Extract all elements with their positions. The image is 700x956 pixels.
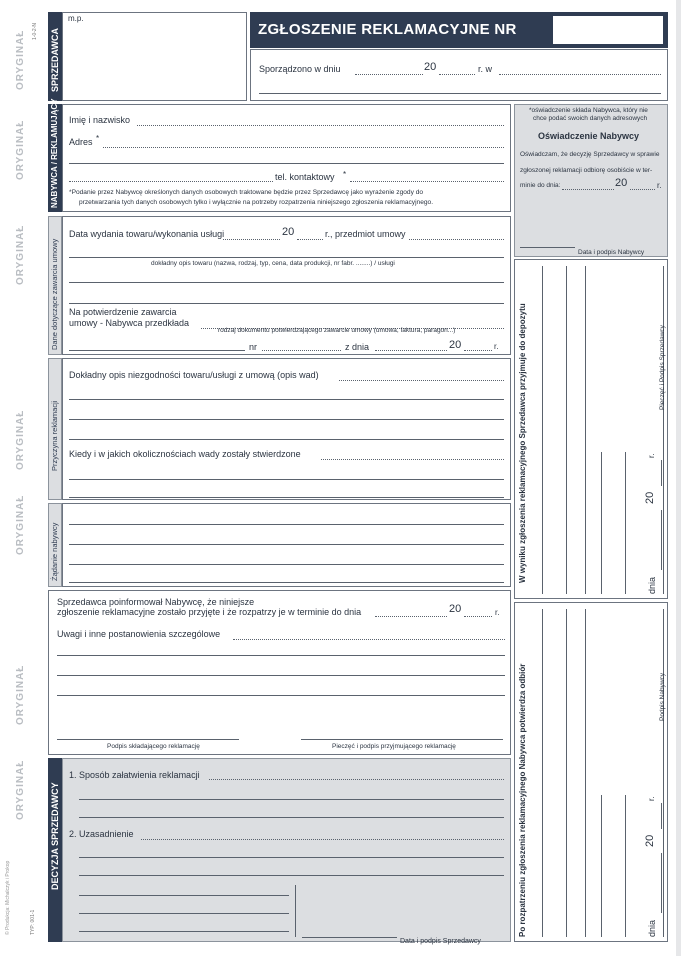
confirm-label-2: umowy - Nabywca przedkłada	[69, 318, 190, 328]
phone-label: tel. kontaktowy	[275, 172, 335, 182]
form-title: ZGŁOSZENIE REKLAMACYJNE NR	[258, 21, 517, 38]
document-date-field[interactable]	[375, 350, 447, 351]
defect-line-2[interactable]	[69, 399, 504, 400]
deposit-side-label: W wyniku zgłoszenia reklamacyjnego Sprzedawca przyjmuje do depozytu	[518, 303, 527, 583]
document-type-hint: rodzaj dokumentu potwierdzającego zawarcie umowy (umowa, faktura, paragon...)	[218, 327, 456, 334]
watermark-text: ORYGINAŁ	[15, 494, 26, 555]
defect-field[interactable]	[339, 380, 504, 381]
year-field[interactable]	[439, 74, 475, 75]
declaration-note1: *oświadczenie składa Nabywca, który nie	[529, 107, 648, 114]
decision-side-label: DECYZJA SPRZEDAWCY	[50, 782, 60, 890]
place-line[interactable]	[259, 93, 661, 94]
justification-line-5[interactable]	[79, 913, 289, 914]
phone-field[interactable]	[350, 181, 504, 182]
decision-item1: 1. Sposób załatwienia reklamacji	[69, 770, 200, 780]
watermark-text: ORYGINAŁ	[15, 224, 26, 285]
info-line2: zgłoszenie reklamacyjne zostało przyjęte i że rozpatrzy je w terminie do dnia	[57, 607, 362, 617]
signature-line-left[interactable]	[57, 739, 239, 740]
data-note-line2: przetwarzania tych danych osobowych tylko i wyłącznie na potrzeby rozpatrzenia niniejszego zgłoszenia reklamacyjnego.	[79, 199, 434, 206]
document-year-field[interactable]	[464, 350, 492, 351]
deposit-r: r.	[647, 453, 656, 458]
declaration-sign-line[interactable]	[520, 247, 575, 248]
place-label: r. w	[478, 64, 493, 74]
receipt-date-label: dnia	[647, 919, 657, 937]
form-type-code: TYP: 001-1	[30, 909, 36, 935]
deposit-column-1[interactable]	[542, 266, 543, 594]
receipt-sign-label: Podpis Nabywcy	[659, 672, 666, 721]
goods-desc-hint: dokładny opis towaru (nazwa, rodzaj, typ, cena, data produkcji, nr fabr. ........) / usługi	[151, 260, 395, 267]
seller-side-label: SPRZEDAWCA	[50, 27, 60, 92]
justification-line-6[interactable]	[79, 931, 289, 932]
buyer-box	[62, 104, 511, 212]
issue-year: 20	[282, 226, 295, 238]
asterisk-mark: *	[96, 134, 100, 143]
deposit-box	[514, 259, 668, 599]
subject-field[interactable]	[409, 239, 504, 240]
stamp-label: m.p.	[68, 14, 84, 23]
data-note-line1: *Podanie przez Nabywcę określonych danych osobowych traktowane będzie przez Sprzedawcę jako wyrażenie zgody do	[69, 189, 424, 196]
demand-side-label: Żądanie nabywcy	[50, 522, 59, 581]
receipt-box	[514, 602, 668, 942]
form-code: 1-0-2-N	[32, 23, 38, 40]
address-field-3[interactable]	[69, 181, 273, 182]
info-box	[48, 590, 511, 755]
document-line[interactable]	[69, 350, 245, 351]
goods-desc-line[interactable]	[69, 257, 504, 258]
when-line-2[interactable]	[69, 479, 504, 480]
when-field[interactable]	[321, 459, 504, 460]
receipt-date-field[interactable]	[661, 853, 662, 913]
receipt-column-5[interactable]	[625, 795, 626, 937]
document-year: 20	[449, 339, 462, 351]
signature-label-left: Podpis składającego reklamację	[107, 743, 200, 750]
justification-line-3[interactable]	[79, 875, 504, 876]
asterisk-mark: *	[343, 170, 347, 179]
issue-date-label: Data wydania towaru/wykonania usługi	[69, 229, 225, 239]
declaration-note2: chce podać swoich danych adresowych	[533, 115, 648, 122]
cause-box	[62, 358, 511, 500]
nr-label: nr	[249, 342, 258, 352]
buyer-side-band	[48, 98, 62, 212]
seller-stamp-box[interactable]	[62, 12, 247, 101]
name-label: Imię i nazwisko	[69, 115, 131, 125]
remarks-line-4[interactable]	[57, 695, 505, 696]
place-field[interactable]	[499, 74, 661, 75]
deadline-date-field[interactable]	[375, 616, 447, 617]
contract-box	[62, 216, 511, 355]
watermark-text: ORYGINAŁ	[15, 664, 26, 725]
deposit-column-2[interactable]	[566, 266, 567, 594]
decision-side-band	[48, 758, 62, 942]
subject-label: r., przedmiot umowy	[325, 229, 406, 239]
title-band	[250, 12, 668, 48]
remarks-line-2[interactable]	[57, 655, 505, 656]
demand-side-band	[48, 503, 62, 587]
contract-side-band	[48, 216, 62, 355]
deadline-year: 20	[449, 603, 462, 615]
defect-line-4[interactable]	[69, 439, 504, 440]
date-field[interactable]	[355, 74, 423, 75]
receipt-r: r.	[647, 796, 656, 801]
remarks-line-3[interactable]	[57, 675, 505, 676]
deposit-year: 20	[644, 491, 656, 504]
receipt-year: 20	[644, 834, 656, 847]
deadline-year-field[interactable]	[464, 616, 492, 617]
declaration-sign-label: Data i podpis Nabywcy	[578, 249, 645, 256]
buyer-side-label: NABYWCA / REKLAMUJĄCY	[50, 98, 59, 208]
demand-line-4[interactable]	[69, 582, 504, 583]
address-field[interactable]	[103, 147, 504, 148]
deposit-column-4[interactable]	[601, 452, 602, 594]
publisher-note: © Produkcja: Michalczyk i Prokop	[5, 860, 11, 935]
signature-label-right: Pieczęć i podpis przyjmującego reklamację	[332, 743, 456, 750]
deposit-stamp-label: Pieczęć i Podpis Sprzedawcy	[659, 325, 666, 410]
watermark-text: ORYGINAŁ	[15, 759, 26, 820]
justification-line-2[interactable]	[79, 857, 504, 858]
decision-item2: 2. Uzasadnienie	[69, 829, 134, 839]
watermark-text: ORYGINAŁ	[15, 29, 26, 90]
document-r: r.	[494, 342, 499, 351]
drawn-up-box	[250, 49, 668, 101]
declaration-line3: minie do dnia:	[520, 182, 561, 189]
resolution-line-3[interactable]	[79, 817, 504, 818]
goods-desc-line-2[interactable]	[69, 282, 504, 283]
declaration-year-field[interactable]	[630, 189, 655, 190]
defect-line-3[interactable]	[69, 419, 504, 420]
deposit-column-3[interactable]	[585, 266, 586, 594]
right-edge-strip	[676, 0, 681, 956]
justification-field[interactable]	[141, 839, 504, 840]
seller-sign-line[interactable]	[302, 937, 397, 938]
signature-line-right[interactable]	[301, 739, 503, 740]
when-line-3[interactable]	[69, 497, 504, 498]
declaration-box	[514, 104, 668, 257]
when-label: Kiedy i w jakich okolicznościach wady zostały stwierdzone	[69, 449, 301, 459]
seller-side-band	[48, 12, 62, 101]
receipt-column-2[interactable]	[566, 609, 567, 937]
cause-side-band	[48, 358, 62, 500]
receipt-sign-line[interactable]	[663, 609, 664, 937]
watermark-text: ORYGINAŁ	[15, 409, 26, 470]
date-of-label: z dnia	[345, 342, 370, 352]
deposit-date-field[interactable]	[661, 510, 662, 570]
seller-sign-label: Data i podpis Sprzedawcy	[400, 938, 481, 945]
decision-divider	[295, 885, 296, 937]
demand-line-2[interactable]	[69, 544, 504, 545]
receipt-column-1[interactable]	[542, 609, 543, 937]
deadline-r: r.	[495, 608, 500, 617]
name-field[interactable]	[137, 125, 504, 126]
issue-date-field[interactable]	[223, 239, 280, 240]
receipt-year-field[interactable]	[661, 803, 662, 829]
address-label: Adres	[69, 137, 93, 147]
form-number-field[interactable]	[553, 16, 663, 44]
receipt-column-4[interactable]	[601, 795, 602, 937]
address-field-2[interactable]	[69, 163, 504, 164]
justification-line-4[interactable]	[79, 895, 289, 896]
drawn-up-label: Sporządzono w dniu	[259, 64, 341, 74]
info-line1: Sprzedawca poinformował Nabywcę, że niniejsze	[57, 597, 255, 607]
declaration-year: 20	[615, 177, 628, 189]
demand-line-3[interactable]	[69, 564, 504, 565]
confirm-label-1: Na potwierdzenie zawarcia	[69, 307, 177, 317]
contract-side-label: Dane dotyczące zawarcia umowy	[50, 238, 59, 350]
deposit-stamp-line[interactable]	[663, 266, 664, 594]
defect-label: Dokładny opis niezgodności towaru/usługi z umową (opis wad)	[69, 370, 319, 380]
remarks-field[interactable]	[233, 639, 505, 640]
deposit-date-label: dnia	[647, 576, 657, 594]
declaration-date-field[interactable]	[562, 189, 614, 190]
demand-box	[62, 503, 511, 587]
declaration-r: r.	[657, 181, 662, 190]
deposit-year-field[interactable]	[661, 460, 662, 486]
goods-desc-line-3[interactable]	[69, 303, 504, 304]
document-number-field[interactable]	[262, 350, 341, 351]
year-prefix: 20	[424, 61, 437, 73]
declaration-line1: Oświadczam, że decyzję Sprzedawcy w sprawie	[520, 151, 660, 158]
resolution-field[interactable]	[209, 779, 504, 780]
demand-line-1[interactable]	[69, 524, 504, 525]
remarks-label: Uwagi i inne postanowienia szczególowe	[57, 629, 221, 639]
declaration-title: Oświadczenie Nabywcy	[538, 131, 640, 141]
decision-box	[62, 758, 511, 942]
cause-side-label: Przyczyna reklamacji	[50, 400, 59, 471]
issue-year-field[interactable]	[297, 239, 323, 240]
resolution-line-2[interactable]	[79, 799, 504, 800]
watermark-text: ORYGINAŁ	[15, 119, 26, 180]
receipt-side-label: Po rozpatrzeniu zgłoszenia reklamacyjnego Nabywca potwierdza odbiór	[518, 663, 527, 937]
receipt-column-3[interactable]	[585, 609, 586, 937]
declaration-line2: zgłoszonej reklamacji odbiorę osobiście w ter-	[520, 167, 653, 174]
deposit-column-5[interactable]	[625, 452, 626, 594]
